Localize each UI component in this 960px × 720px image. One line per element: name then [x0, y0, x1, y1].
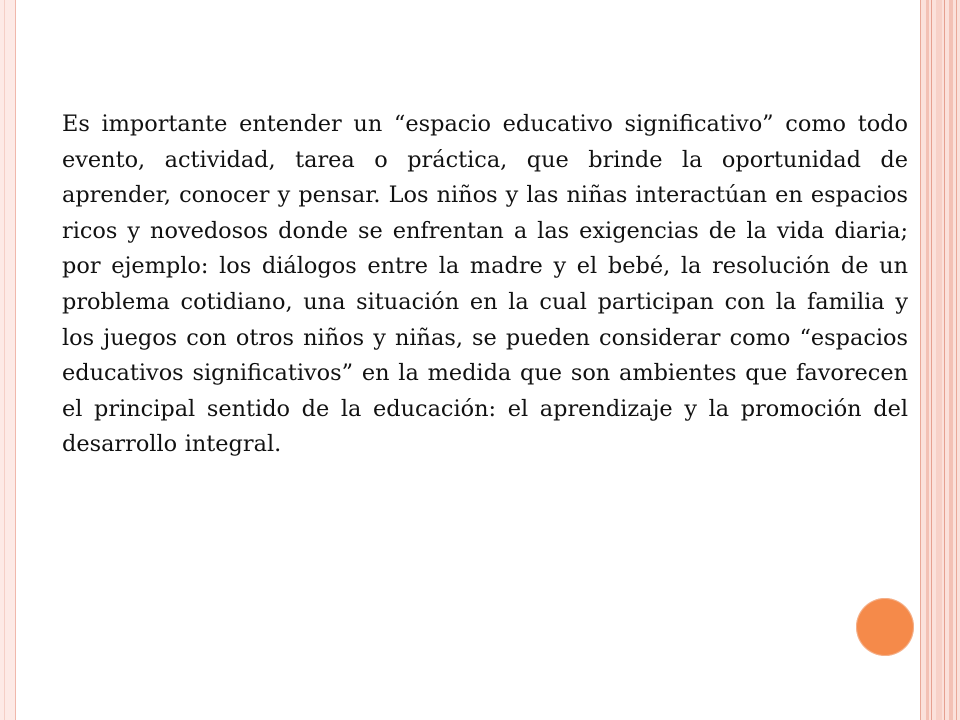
- body-paragraph: Es importante entender un “espacio educativo significativo” como todo evento, actividad, tarea o práctica, que brinde la oportunidad de aprender, conocer y pensar. Los niños y las niñas interactúan en espacios ricos y novedosos donde se enfrentan a las exigencias de la vida diaria; por ejemplo: los diálogos entre la madre y el bebé, la resolución de un problema cotidiano, una situación en la cual participan con la familia y los juegos con otros niños y niñas, se pueden considerar como “espacios educativos significativos” en la medida que son ambientes que favorecen el principal sentido de la educación: el aprendizaje y la promoción del desarrollo integral.: [62, 111, 908, 458]
- border-stripe: [936, 0, 942, 720]
- border-stripe: [944, 0, 945, 720]
- border-stripe: [956, 0, 957, 720]
- decorative-circle: [856, 598, 914, 656]
- border-stripe: [931, 0, 932, 720]
- border-stripe: [926, 0, 929, 720]
- border-stripe: [949, 0, 953, 720]
- left-border-decoration: [0, 0, 16, 720]
- border-stripe: [920, 0, 921, 720]
